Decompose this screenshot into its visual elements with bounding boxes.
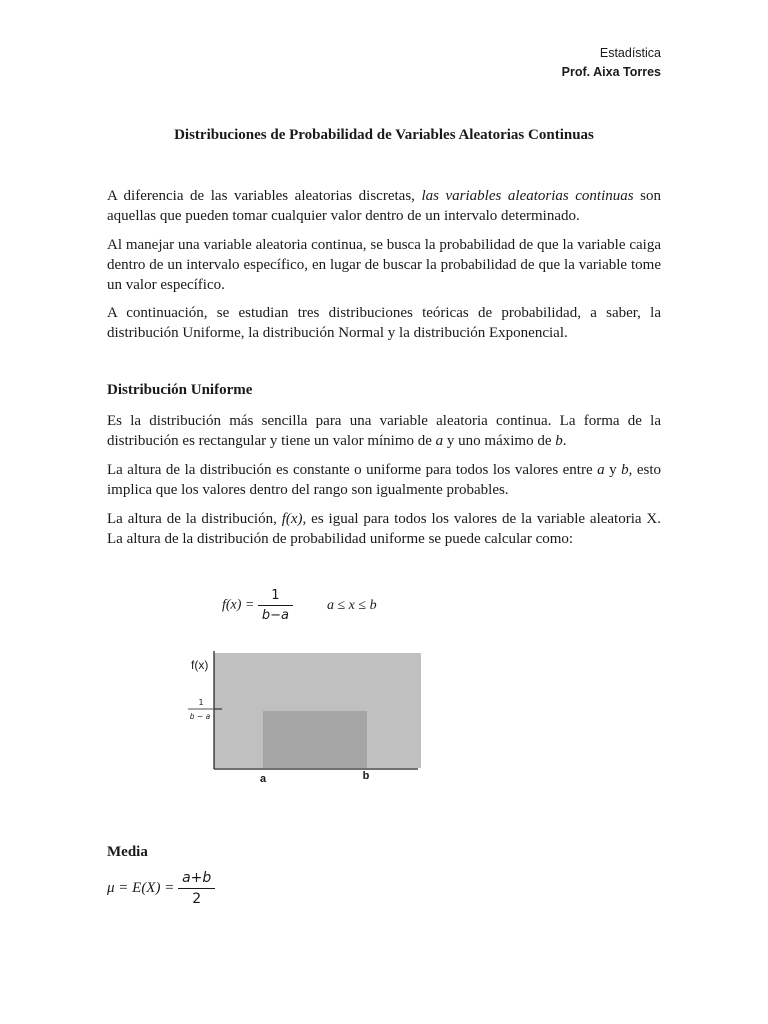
uniform-paragraph-1	[107, 411, 661, 451]
fx-text: f(x)	[281, 511, 303, 527]
uniform-distribution-chart	[180, 645, 440, 795]
course-name: Estadística	[599, 46, 661, 60]
text: , esto implica que los valores dentro del rango son igualmente probables.	[107, 462, 661, 498]
emphasis-text: las variables aleatorias continuas	[421, 188, 634, 204]
x-label-b: b	[362, 770, 370, 782]
text: A diferencia de las variables aleatorias discretas,	[107, 188, 422, 204]
mean-fraction	[178, 870, 215, 907]
text: son aquellas que pueden tomar cualquier valor dentro de un intervalo determinado.	[107, 188, 661, 224]
intro-paragraph-3: A continuación, se estudian tres distribuciones teóricas de probabilidad, a saber, la distribución Uniforme, la distribución Normal y la distribución Exponencial.	[107, 305, 661, 341]
uniform-density-rect	[263, 711, 367, 768]
mean-formula-lhs: μ = E(X) =	[107, 880, 175, 896]
var-b: b	[621, 462, 629, 478]
intro-paragraph-2: Al manejar una variable aleatoria continua, se busca la probabilidad de que la variable caiga dentro de un intervalo específico, en lugar de buscar la probabilidad de que la variable tome un valor específico.	[107, 237, 661, 293]
fraction-denominator: b−a	[261, 608, 289, 623]
text: La altura de la distribución,	[107, 511, 282, 527]
uniform-pdf-formula	[222, 588, 293, 623]
formula-lhs: f(x) =	[222, 597, 255, 613]
chart-svg	[180, 645, 440, 795]
section-heading-uniform: Distribución Uniforme	[107, 382, 253, 398]
page-header	[562, 44, 661, 82]
formula-fraction	[258, 588, 293, 623]
fraction-numerator: 1	[258, 588, 293, 606]
professor-name: Prof. Aixa Torres	[561, 65, 661, 79]
text: Es la distribución más sencilla para una variable aleatoria continua. La forma de la distribución es rectangular y tiene un valor mínimo de	[107, 413, 661, 449]
text: y	[604, 462, 622, 478]
y-axis-label: f(x)	[191, 658, 209, 672]
intro-paragraph-1	[107, 186, 661, 226]
y-tick-denominator: b − a	[189, 712, 211, 721]
text: La altura de la distribución es constante o uniforme para todos los valores entre	[107, 462, 598, 478]
var-b: b	[555, 433, 563, 449]
text: .	[562, 433, 567, 449]
var-a: a	[435, 433, 444, 449]
mean-numerator: a+b	[178, 870, 215, 889]
section-heading-media: Media	[107, 844, 148, 860]
var-a: a	[597, 462, 605, 478]
formula-range: a ≤ x ≤ b	[327, 598, 377, 613]
mean-formula	[107, 870, 215, 907]
mean-denominator: 2	[192, 891, 202, 907]
text: y uno máximo de	[443, 433, 556, 449]
document-title: Distribuciones de Probabilidad de Variables Aleatorias Continuas	[174, 127, 594, 143]
uniform-paragraph-3	[107, 509, 661, 549]
x-label-a: a	[259, 773, 267, 785]
y-tick-numerator: 1	[198, 698, 204, 707]
uniform-paragraph-2	[107, 460, 661, 500]
text: , es igual para todos los valores de la variable aleatoria X. La altura de la distribución de probabilidad uniforme se puede calcular como:	[107, 511, 661, 547]
